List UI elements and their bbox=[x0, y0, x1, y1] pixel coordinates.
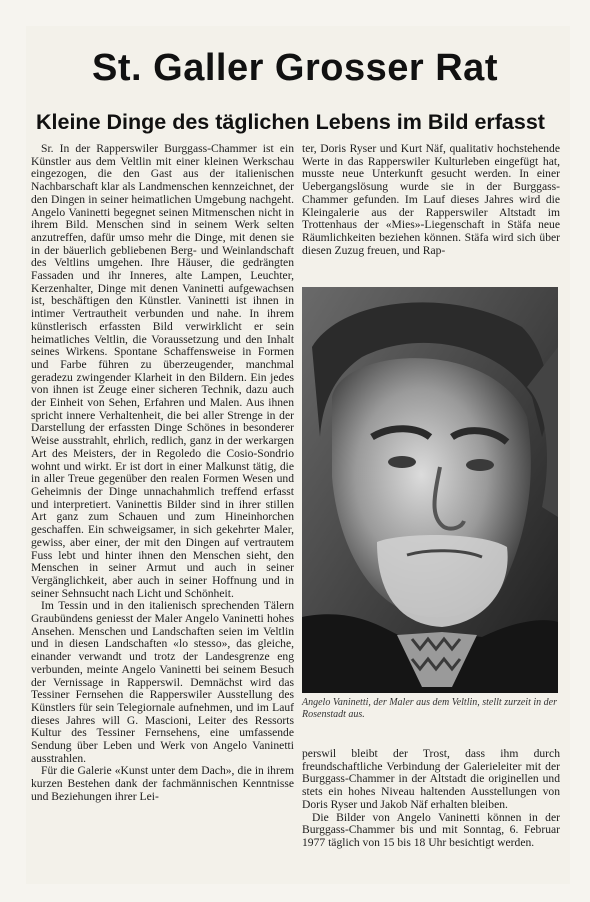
article-paragraph: ter, Doris Ryser und Kurt Näf, qualitativ hochstehende Werte in das Rapperswiler Kulturleben eingefügt hat, musste neue Unterkunft gesucht werden. In einer Uebergangslösung wurde sie in der Burggass-Chammer gefunden. Im Lauf dieses Jahres wird die Kleingalerie aus der Rapperswiler Altstadt im Trottenhaus der «Mies»-Liegenschaft in Stäfa neue Räumlichkeiten beziehen können. Stäfa wird sich über diesen Zuzug freuen, und Rap- bbox=[302, 143, 560, 257]
article-column-right-bottom bbox=[302, 748, 560, 888]
article-paragraph: perswil bleibt der Trost, dass ihm durch freundschaftliche Verbindung der Galerieleiter mit der Burggass-Chammer in der Altstadt die originellen und stets ein hohes Niveau haltenden Ausstellungen von Doris Ryser und Jakob Näf erhalten bleiben. bbox=[302, 748, 560, 811]
portrait-photo bbox=[302, 287, 558, 693]
article-paragraph: Für die Galerie «Kunst unter dem Dach», die in ihrem kurzen Bestehen dank der fachmännischen Kenntnisse und Beziehungen ihrer Lei- bbox=[31, 764, 294, 803]
headline: St. Galler Grosser Rat bbox=[92, 47, 498, 89]
photo-caption: Angelo Vaninetti, der Maler aus dem Veltlin, stellt zurzeit in der Rosenstadt aus. bbox=[302, 697, 557, 720]
article-paragraph: Die Bilder von Angelo Vaninetti können in der Burggass-Chammer bis und mit Sonntag, 6. Februar 1977 täglich von 15 bis 18 Uhr besichtigt werden. bbox=[302, 810, 560, 849]
article-paragraph: Sr. In der Rapperswiler Burggass-Chammer ist ein Künstler aus dem Veltlin mit einer kleinen Werkschau eingezogen, die den Gast aus der italienischen Nachbarschaft klar als Landmenschen kennzeichnet, der den Dingen in seiner heimatlichen Umgebung nachgeht. Angelo Vaninetti begegnet seinen Mitmenschen nicht in ihrem Bild. Menschen sind in seinem Werk selten anzutreffen, dafür umso mehr die Dinge, mit denen sie in der bäuerlich gebliebenen Berg- und Weinlandschaft des Veltlins umgehen. Ihre Häuser, die gedrängten Fassaden und ihr Inneres, alte Lampen, Leuchter, Kerzenhalter, Dinge mit denen Vaninetti aufgewachsen ist, beschäftigen den Künstler. Vaninetti ist ihnen in intimer Vertrautheit verbunden und nahe. In ihrem künstlerisch erfassten Bild verwirklicht er sein heimatliches Veltlin, die Voraussetzung und den Inhalt seines Wirkens. Spontane Schaffensweise in Formen und Farbe führen zu überzeugender, manchmal geradezu zwingender Klarheit in den Bildern. Ein jedes von ihnen ist Zeuge einer sicheren Technik, dazu auch der Einheit von Sehen, Erfahren und Malen. Aus ihnen spricht innere Verhaltenheit, die bei aller Strenge in der Darstellung der erfassten Dinge Schönes in besonderer Weise ausstrahlt, ehrlich, redlich, ganz in der werkargen Art des Meisters, der in Regoledo die Cosio-Sondrio wohnt und wirkt. Er ist dort in einer Malkunst tätig, die in aller Treue gegenüber den realen Formen Wesen und Geheimnis der Dinge unnachahmlich treffend erfasst und interpretiert. Vaninettis Bilder sind in ihrer stillen Art ganz zum Schauen und zum Hineinhorchen geschaffen. Ein schweigsamer, in sich gekehrter Maler, gewiss, aber einer, der mit den Dingen auf vertrautem Fuss lebt und hinter ihnen den Menschen sieht, den Menschen in seiner Armut und auch in seiner Vergänglichkeit, aber auch in seiner Hoffnung und in seiner Sehnsucht nach Licht und Schönheit. bbox=[31, 143, 294, 600]
subheadline: Kleine Dinge des täglichen Lebens im Bild erfasst bbox=[36, 110, 545, 134]
article-paragraph: Im Tessin und in den italienisch sprechenden Tälern Graubündens geniesst der Maler Angelo Vaninetti hohes Ansehen. Menschen und Landschaften seien im Veltlin und in diesen Landschaften «lo stesso», das gleiche, einander verwandt und trotz der Landesgrenze eng verbunden, meinte Angelo Vaninetti bei seinem Besuch der Vernissage in Rapperswil. Demnächst wird das Tessiner Fernsehen die Rapperswiler Ausstellung des Künstlers für sein Telegiornale aufnehmen, und im Lauf dieses Jahres will G. Mascioni, Leiter des Ressorts Kultur des Tessiner Fernsehens, eine umfassende Sendung über Leben und Werk von Angelo Vaninetti ausstrahlen. bbox=[31, 599, 294, 765]
article-column-left bbox=[31, 143, 294, 883]
article-column-right-top bbox=[302, 143, 560, 285]
